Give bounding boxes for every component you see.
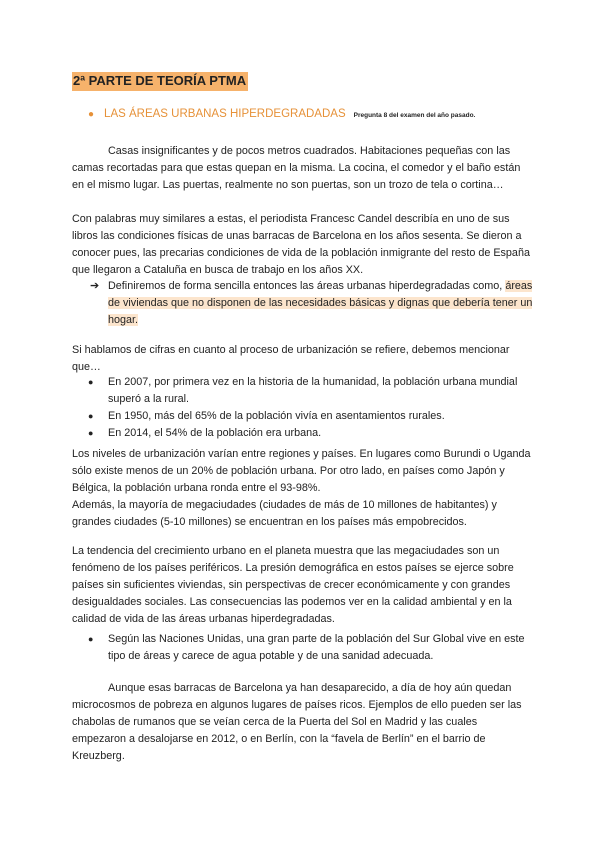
list-item: ● Según las Naciones Unidas, una gran parte de la población del Sur Global vive en este tipo de áreas y carece de agua potable y de una sanidad adecuada.: [88, 631, 534, 665]
bullet-icon: ●: [88, 634, 94, 644]
definition-text: Definiremos de forma sencilla entonces las áreas urbanas hiperdegradadas como, áreas de viviendas que no disponen de las necesidades básicas y dignas que debería tener un hogar.: [108, 280, 533, 326]
paragraph-2: Con palabras muy similares a estas, el periodista Francesc Candel describía en uno de sus libros las condiciones físicas de unas barracas de Barcelona en los años sesenta. Se dieron a conocer pues, las precarias condiciones de vida de la población inmigrante del resto de España que llegaron a Cataluña en busca de trabajo en los años XX.: [72, 213, 530, 276]
definition-item: [90, 278, 534, 329]
un-list: [88, 631, 534, 665]
list-item: ● En 1950, más del 65% de la población vivía en asentamientos rurales.: [88, 408, 534, 425]
paragraph-4: Los niveles de urbanización varían entre regiones y países. En lugares como Burundi o Uganda sólo existe menos de un 20% de población urbana. Por otro lado, en países como Japón y Bélgica, la población urbana ronda entre el 93-98%.: [72, 448, 531, 494]
section-heading: [88, 108, 475, 120]
paragraph-1: Casas insignificantes y de pocos metros cuadrados. Habitaciones pequeñas con las camas recortadas para que estas quepan en la misma. La cocina, el comedor y el baño están en el mismo lugar. Las puertas, realmente no son puertas, son un trozo de tela o cortina…: [72, 145, 521, 191]
paragraph-7: Aunque esas barracas de Barcelona ya han desaparecido, a día de hoy aún quedan microcosmos de pobreza en algunos lugares de países ricos. Ejemplos de ello pueden ser las chabolas de rumanos que se veían cerca de la Puerta del Sol en Madrid y las cuales empezaron a desalojarse en 2012, o en Berlín, con la “favela de Berlín” en el barrio de Kreuzberg.: [72, 682, 522, 762]
definition-highlight: áreas de viviendas que no disponen de las necesidades básicas y dignas que debería tener un hogar.: [108, 280, 533, 326]
paragraph-3: Si hablamos de cifras en cuanto al proceso de urbanización se refiere, debemos mencionar que…: [72, 344, 510, 373]
list-item: ● En 2014, el 54% de la población era urbana.: [88, 425, 534, 442]
paragraph-5: Además, la mayoría de megaciudades (ciudades de más de 10 millones de habitantes) y grandes ciudades (5-10 millones) se encuentran en los países más empobrecidos.: [72, 499, 497, 528]
page-title: 2ª PARTE DE TEORÍA PTMA: [72, 72, 248, 91]
list-item: ● En 2007, por primera vez en la historia de la humanidad, la población urbana mundial superó a la rural.: [88, 374, 534, 408]
bullet-icon: ●: [88, 377, 94, 387]
paragraph-6: La tendencia del crecimiento urbano en el planeta muestra que las megaciudades son un fenómeno de los países periféricos. La presión demográfica en estos países se ejerce sobre países sin suficientes viviendas, sin perspectivas de crecer económicamente y con grandes desigualdades sociales. Las consecuencias las podemos ver en la calidad ambiental y en la calidad de vida de las áreas urbanas hiperdegradadas.: [72, 545, 514, 625]
arrow-right-icon: ➔: [90, 280, 100, 292]
bullet-icon: ●: [88, 411, 94, 421]
bullet-icon: ●: [88, 428, 94, 438]
stats-list: [88, 374, 534, 442]
bullet-icon: ●: [88, 109, 95, 120]
section-note: Pregunta 8 del examen del año pasado.: [353, 112, 476, 119]
section-heading-text: LAS ÁREAS URBANAS HIPERDEGRADADAS: [104, 108, 346, 120]
